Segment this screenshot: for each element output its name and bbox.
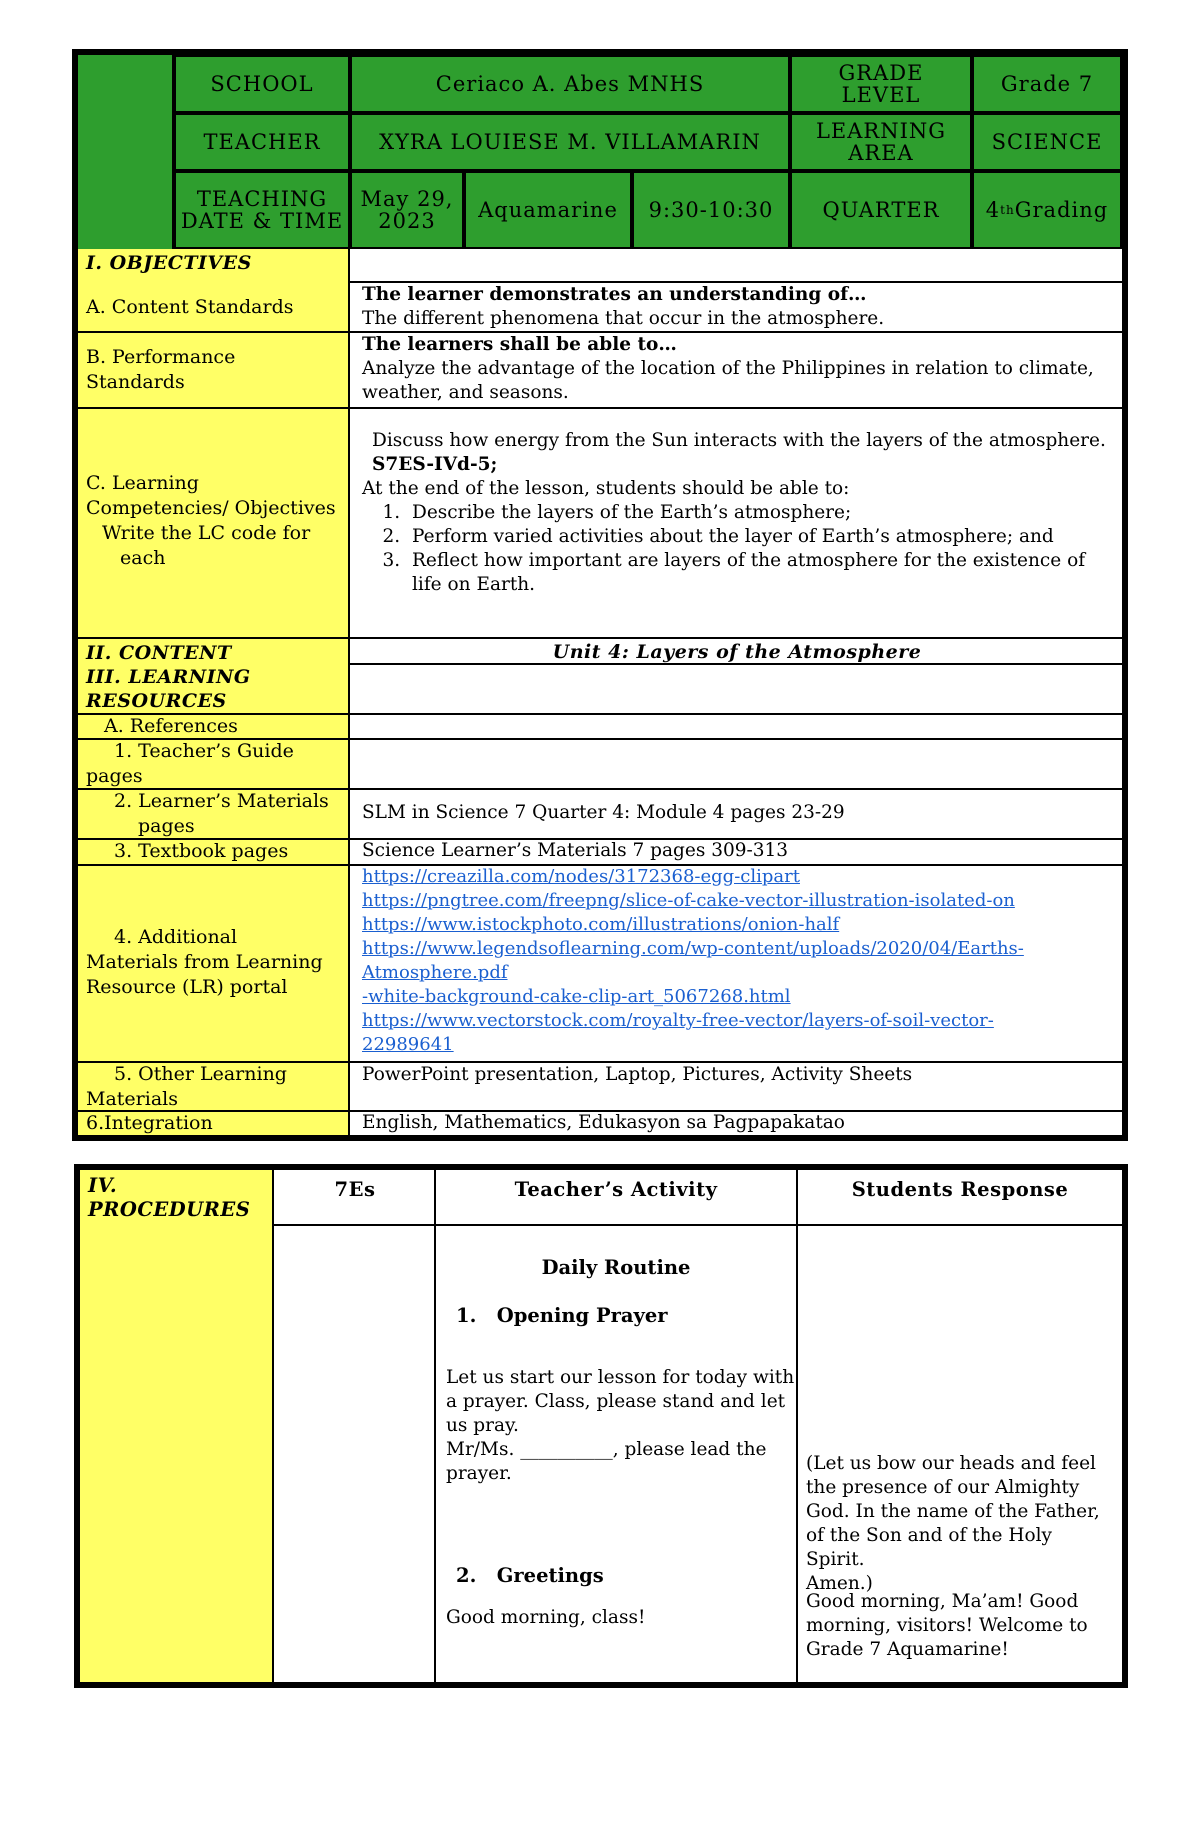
resource-link[interactable]: https://creazilla.com/nodes/3172368-egg-clipart xyxy=(362,866,800,887)
learning-area-label: LEARNING AREA xyxy=(790,113,972,171)
time-value: 9:30-10:30 xyxy=(632,171,790,249)
performance-standards-text: The learners shall be able to… Analyze the advantage of the location of the Philippines in relation to climate, weather, and seasons. xyxy=(362,334,1094,403)
teacher-greeting-text: Good morning, class! xyxy=(446,1607,646,1628)
section-value: Aquamarine xyxy=(464,171,632,249)
opening-prayer-title: 1. Opening Prayer xyxy=(456,1304,668,1327)
procedures-label-column xyxy=(80,1170,274,1682)
content-heading: II. CONTENT III. LEARNING RESOURCES xyxy=(86,642,251,712)
textbook-value: Science Learner’s Materials 7 pages 309-313 xyxy=(362,840,789,861)
learning-area-value: SCIENCE xyxy=(972,113,1122,171)
lesson-plan-header-table xyxy=(72,49,1128,1141)
content-standards-text: The learner demonstrates an understanding of… The different phenomena that occur in the atmosphere. xyxy=(362,284,885,329)
unit-title: Unit 4: Layers of the Atmosphere xyxy=(552,641,922,663)
column-7es: 7Es xyxy=(334,1178,376,1201)
integration-value: English, Mathematics, Edukasyon sa Pagpapakatao xyxy=(362,1112,845,1133)
student-prayer-text: (Let us bow our heads and feel the presence of our Almighty God. In the name of the Father, of the Son and of the Holy Spirit. Amen.) xyxy=(806,1453,1100,1594)
competency-list xyxy=(362,501,1112,597)
resource-link[interactable]: 22989641 xyxy=(362,1034,454,1055)
column-students-response: Students Response xyxy=(851,1178,1069,1201)
objectives-heading: I. OBJECTIVES xyxy=(86,252,252,274)
school-label: SCHOOL xyxy=(174,55,350,113)
learners-materials-value: SLM in Science 7 Quarter 4: Module 4 pages 23-29 xyxy=(362,802,845,823)
column-teacher-activity: Teacher’s Activity xyxy=(514,1178,718,1201)
grade-level-value: Grade 7 xyxy=(972,55,1122,113)
header-left-strip xyxy=(78,55,174,249)
greetings-title: 2. Greetings xyxy=(456,1564,604,1587)
other-materials-label: 5. Other Learning Materials xyxy=(86,1063,287,1110)
learning-competencies-label: C. Learning Competencies/ Objectives Write the LC code for each xyxy=(86,472,336,569)
quarter-label: QUARTER xyxy=(790,171,972,249)
learning-competencies-text: Discuss how energy from the Sun interacts with the layers of the atmosphere. S7ES-IVd-5; At the end of the lesson, students should be able to: 1. Describe the layers of the Earth’s atmosphere; 2. Perform varied activities about the layer of Earth’s atmosphere; and 3. Reflect how important are layers of the atmosphere for the existence of life on Earth. xyxy=(362,429,1112,597)
performance-standards-label: B. Performance Standards xyxy=(86,346,236,393)
procedures-heading: IV. PROCEDURES xyxy=(88,1174,251,1221)
school-value: Ceriaco A. Abes MNHS xyxy=(350,55,790,113)
datetime-label: TEACHING DATE & TIME xyxy=(174,171,350,249)
resource-link[interactable]: https://pngtree.com/freepng/slice-of-cake-vector-illustration-isolated-on xyxy=(362,890,1015,911)
textbook-label: 3. Textbook pages xyxy=(114,840,289,862)
list-item: 2. Perform varied activities about the layer of Earth’s atmosphere; and xyxy=(406,525,1112,549)
list-item: 3. Reflect how important are layers of the atmosphere for the existence of life on Earth. xyxy=(406,549,1112,597)
resource-link[interactable]: Atmosphere.pdf xyxy=(362,962,508,983)
additional-materials-label: 4. Additional Materials from Learning Resource (LR) portal xyxy=(86,926,323,998)
resource-link[interactable]: https://www.vectorstock.com/royalty-free-vector/layers-of-soil-vector- xyxy=(362,1010,994,1031)
teacher-label: TEACHER xyxy=(174,113,350,171)
integration-label: 6.Integration xyxy=(86,1112,213,1134)
procedures-table xyxy=(74,1164,1128,1688)
list-item: 1. Describe the layers of the Earth’s atmosphere; xyxy=(406,501,1112,525)
teacher-value: XYRA LOUIESE M. VILLAMARIN xyxy=(350,113,790,171)
teachers-guide-label: 1. Teacher’s Guide pages xyxy=(86,740,294,787)
student-greeting-text: Good morning, Ma’am! Good morning, visitors! Welcome to Grade 7 Aquamarine! xyxy=(806,1591,1088,1660)
date-value: May 29, 2023 xyxy=(350,171,464,249)
grade-level-label: GRADE LEVEL xyxy=(790,55,972,113)
content-standards-label: A. Content Standards xyxy=(86,296,294,318)
resource-link[interactable]: https://www.legendsoflearning.com/wp-content/uploads/2020/04/Earths- xyxy=(362,938,1024,959)
additional-materials-links xyxy=(362,865,1112,1057)
quarter-value: 4 th Grading xyxy=(972,171,1122,249)
daily-routine-title: Daily Routine xyxy=(541,1256,691,1279)
resource-link[interactable]: -white-background-cake-clip-art_5067268.html xyxy=(362,986,791,1007)
references-label: A. References xyxy=(104,715,238,737)
other-materials-value: PowerPoint presentation, Laptop, Pictures, Activity Sheets xyxy=(362,1064,913,1085)
resource-link[interactable]: https://www.istockphoto.com/illustrations/onion-half xyxy=(362,914,840,935)
teacher-prayer-text: Let us start our lesson for today with a prayer. Class, please stand and let us pray. Mr/Ms. __________, please lead the prayer. xyxy=(446,1367,795,1484)
learners-materials-label: 2. Learner’s Materials pages xyxy=(114,790,329,837)
